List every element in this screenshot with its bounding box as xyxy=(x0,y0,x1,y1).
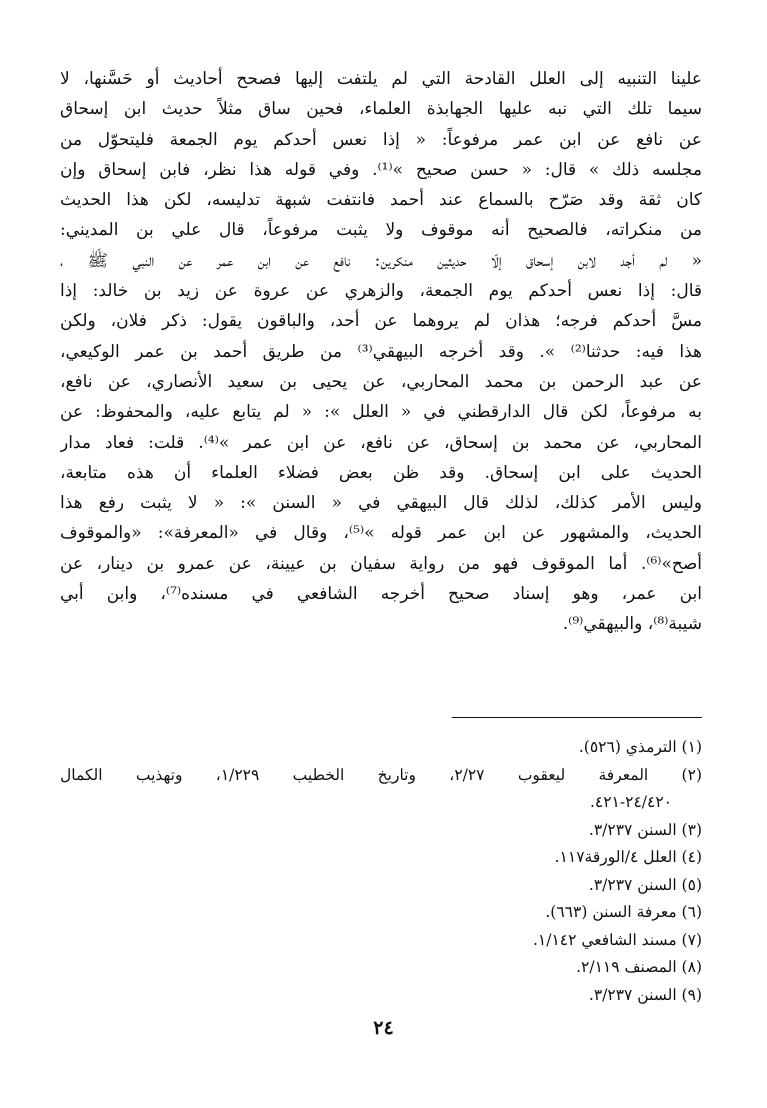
text-line: شيبة⁽⁸⁾، والبيهقي⁽⁹⁾. xyxy=(562,614,702,635)
text-line: مسَّ أحدكم فرجه؛ هذان لم يروهما عن أحد، والباقون يقول: ذكر فلان، ولكن xyxy=(60,311,702,332)
text-line: المحاربي، عن محمد بن إسحاق، عن نافع، عن ابن عمر »⁽⁴⁾. قلت: فعاد مدار xyxy=(60,432,702,453)
text-line: مجلسه ذلك » قال: « حسن صحيح »⁽¹⁾. وفي قوله هذا نظر، فابن إسحاق وإن xyxy=(60,159,702,180)
footnote-1: (١) الترمذي (٥٢٦). xyxy=(578,738,702,756)
footnote-separator xyxy=(452,717,702,718)
text-line: كان ثقة وقد صَرّح بالسماع عند أحمد فانتفت شبهة تدليسه، لكن هذا الحديث xyxy=(60,190,702,211)
text-line: أصح»⁽⁶⁾. أما الموقوف فهو من رواية سفيان بن عيينة، عن عمرو بن دينار، عن xyxy=(60,553,702,574)
footnote-3: (٣) السنن ٣/٢٣٧. xyxy=(588,820,702,839)
text-line: قال: إذا نعس أحدكم يوم الجمعة، والزهري عن عروة عن زيد بن خالد: إذا xyxy=(60,281,702,302)
footnote-2-continued: ٢٤/٤٢٠-٤٢١. xyxy=(589,793,672,811)
text-line: الحديث على ابن إسحاق. وقد ظن بعض فضلاء العلماء أن هذه متابعة، xyxy=(60,462,702,483)
text-line: « لم أجد لابن إسحاق إلّا حديثين منكرين: نافع عن ابن عمر عن النبي ﷺ ، xyxy=(60,250,702,271)
footnote-8: (٨) المصنف ٢/١١٩. xyxy=(576,958,702,976)
page-number: ٢٤ xyxy=(373,1017,394,1039)
text-line: من منكراته، فالصحيح أنه موقوف ولا يثبت مرفوعاً، قال علي بن المديني: xyxy=(60,220,702,241)
text-line: به مرفوعاً، لكن قال الدارقطني في « العلل »: « لم يتابع عليه، والمحفوظ: عن xyxy=(60,402,702,423)
footnote-6: (٦) معرفة السنن (٦٦٣). xyxy=(545,903,702,921)
text-line: وليس الأمر كذلك، لذلك قال البيهقي في « السنن »: « لا يثبت رفع هذا xyxy=(60,493,702,514)
text-line: الحديث، والمشهور عن ابن عمر قوله »⁽⁵⁾، وقال في «المعرفة»: «والموقوف xyxy=(60,523,702,544)
footnote-5: (٥) السنن ٣/٢٣٧. xyxy=(588,875,702,894)
main-text xyxy=(60,64,702,640)
footnotes xyxy=(60,734,702,1009)
footnote-7: (٧) مسند الشافعي ١/١٤٢. xyxy=(532,930,702,949)
footnote-4: (٤) العلل ٤/الورقة١١٧. xyxy=(554,848,702,866)
text-line: سيما تلك التي نبه عليها الجهابذة العلماء، فحين ساق مثلاً حديث ابن إسحاق xyxy=(60,99,702,120)
text-line: علينا التنبيه إلى العلل القادحة التي لم يلتفت إليها فصحح أحاديث أو حَسَّنها، لا xyxy=(60,69,702,89)
footnote-9: (٩) السنن ٣/٢٣٧. xyxy=(588,985,702,1004)
footnote-2: (٢) المعرفة ليعقوب ٢/٢٧، وتاريخ الخطيب ١/٢٢٩، وتهذيب الكمال xyxy=(60,765,702,784)
text-line: ابن عمر، وهو إسناد صحيح أخرجه الشافعي في مسنده⁽⁷⁾، وابن أبي xyxy=(60,584,702,605)
text-line: عن نافع عن ابن عمر مرفوعاً: « إذا نعس أحدكم يوم الجمعة فليتحوّل من xyxy=(60,129,702,150)
text-line: هذا فيه: حدثنا⁽²⁾ ». وقد أخرجه البيهقي⁽³⁾ من طريق أحمد بن عمر الوكيعي، xyxy=(60,341,702,362)
text-line: عن عبد الرحمن بن محمد المحاربي، عن يحيى بن سعيد الأنصاري، عن نافع، xyxy=(60,371,702,392)
